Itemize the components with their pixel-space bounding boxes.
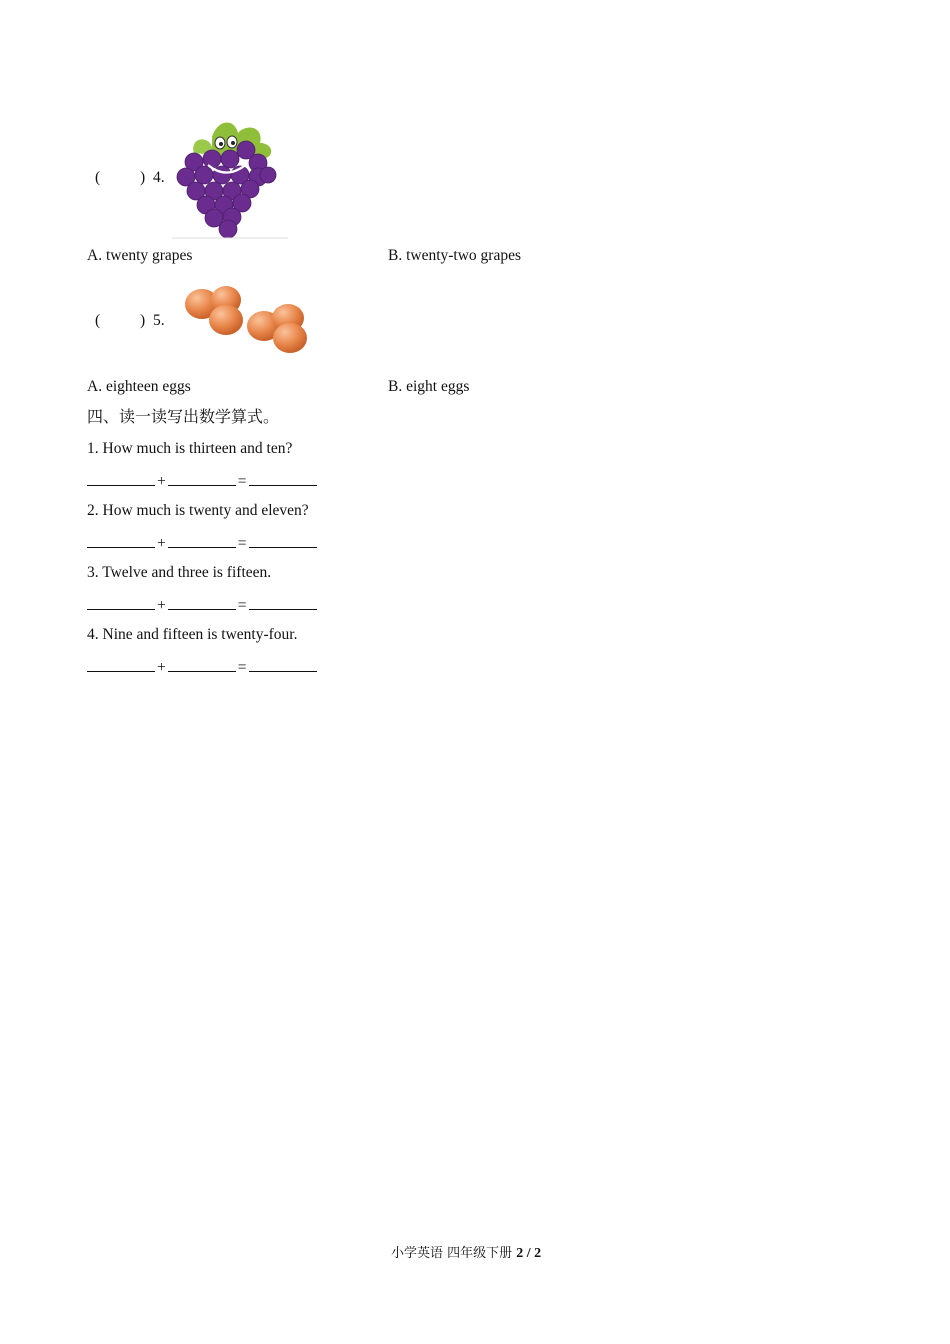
question-number: 4. — [153, 169, 165, 186]
equals-sign: = — [237, 659, 247, 676]
eggs-picture — [178, 282, 313, 360]
answer-bracket-open: ( — [95, 169, 101, 186]
math-question-1: 1. How much is thirteen and ten? — [87, 440, 293, 457]
answer-blank[interactable] — [87, 535, 155, 548]
answer-blank[interactable] — [249, 659, 317, 672]
answer-blank[interactable] — [87, 659, 155, 672]
equals-sign: = — [237, 535, 247, 552]
page-footer — [391, 1247, 541, 1261]
equals-sign: = — [237, 597, 247, 614]
equation-blanks-2 — [87, 535, 317, 552]
answer-bracket-close: ) — [140, 312, 146, 329]
section-title: 四、读一读写出数学算式。 — [87, 407, 280, 426]
plus-sign: + — [157, 659, 166, 676]
equals-sign: = — [237, 473, 247, 490]
equation-blanks-1 — [87, 473, 317, 490]
answer-bracket-close: ) — [140, 169, 146, 186]
answer-blank[interactable] — [249, 473, 317, 486]
answer-blank[interactable] — [168, 473, 236, 486]
plus-sign: + — [157, 535, 166, 552]
page-number: 2 / 2 — [516, 1246, 542, 1261]
option-a: A. eighteen eggs — [87, 378, 191, 395]
grapes-picture — [172, 115, 290, 240]
footer-label: 小学英语 四年级下册 — [391, 1246, 517, 1261]
option-b: B. twenty-two grapes — [388, 247, 522, 264]
plus-sign: + — [157, 473, 166, 490]
math-question-3: 3. Twelve and three is fifteen. — [87, 564, 272, 581]
answer-blank[interactable] — [87, 597, 155, 610]
answer-blank[interactable] — [168, 535, 236, 548]
math-question-2: 2. How much is twenty and eleven? — [87, 502, 309, 519]
answer-blank[interactable] — [168, 659, 236, 672]
equation-blanks-4 — [87, 659, 317, 676]
question-number: 5. — [153, 312, 165, 329]
plus-sign: + — [157, 597, 166, 614]
answer-blank[interactable] — [249, 535, 317, 548]
answer-blank[interactable] — [249, 597, 317, 610]
math-question-4: 4. Nine and fifteen is twenty-four. — [87, 626, 298, 643]
answer-blank[interactable] — [87, 473, 155, 486]
option-a: A. twenty grapes — [87, 247, 193, 264]
option-b: B. eight eggs — [388, 378, 470, 395]
answer-blank[interactable] — [168, 597, 236, 610]
equation-blanks-3 — [87, 597, 317, 614]
answer-bracket-open: ( — [95, 312, 101, 329]
